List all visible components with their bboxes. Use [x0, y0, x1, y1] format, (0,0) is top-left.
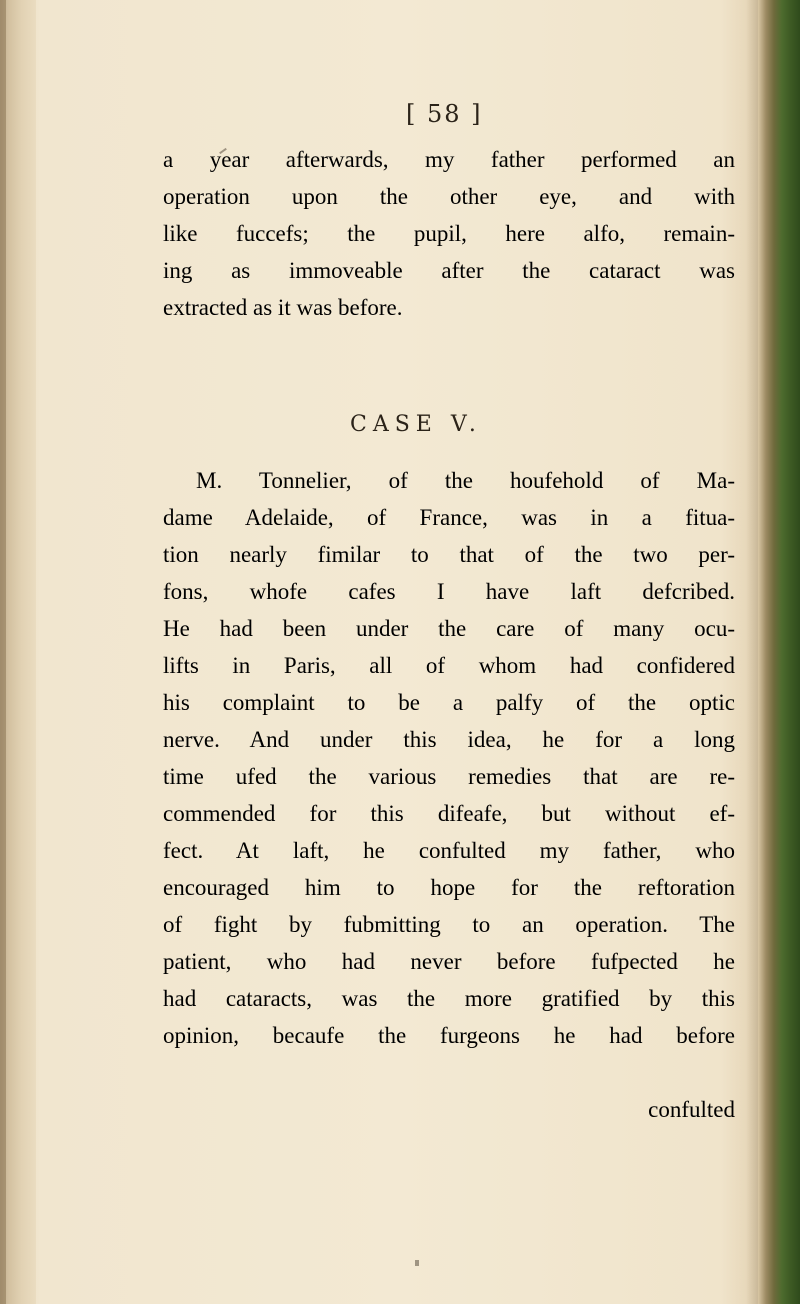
text-line: of fight by fubmitting to an operation. The — [163, 912, 735, 937]
text-line: extracted as it was before. — [163, 295, 403, 320]
text-line: encouraged him to hope for the reftoration — [163, 875, 735, 900]
ink-speck — [415, 1260, 419, 1266]
text-line: patient, who had never before fufpected he — [163, 949, 735, 974]
text-line: time ufed the various remedies that are re- — [163, 764, 735, 789]
text-line: ing as immoveable after the cataract was — [163, 258, 735, 283]
book-cover-edge — [758, 0, 800, 1304]
text-line: operation upon the other eye, and with — [163, 184, 735, 209]
text-line: fons, whofe cafes I have laft defcribed. — [163, 579, 735, 604]
section-heading: CASE V. — [350, 412, 482, 437]
text-line: commended for this difeafe, but without ef- — [163, 801, 735, 826]
text-line: his complaint to be a palfy of the optic — [163, 690, 735, 715]
text-line: nerve. And under this idea, he for a long — [163, 727, 735, 752]
text-line: a year afterwards, my father performed an — [163, 147, 735, 172]
text-line: M. Tonnelier, of the houfehold of Ma- — [196, 468, 735, 493]
text-line: fect. At laft, he confulted my father, who — [163, 838, 735, 863]
text-line: had cataracts, was the more gratified by this — [163, 986, 735, 1011]
text-line: tion nearly fimilar to that of the two per- — [163, 542, 735, 567]
text-line: like fuccefs; the pupil, here alfo, remain- — [163, 221, 735, 246]
text-line: opinion, becaufe the furgeons he had before — [163, 1023, 735, 1048]
text-line: He had been under the care of many ocu- — [163, 616, 735, 641]
binding-edge — [0, 0, 6, 1304]
text-line: dame Adelaide, of France, was in a fitua- — [163, 505, 735, 530]
catchword: confulted — [648, 1097, 735, 1122]
page-number: [ 58 ] — [406, 100, 483, 128]
text-line: lifts in Paris, all of whom had confidered — [163, 653, 735, 678]
